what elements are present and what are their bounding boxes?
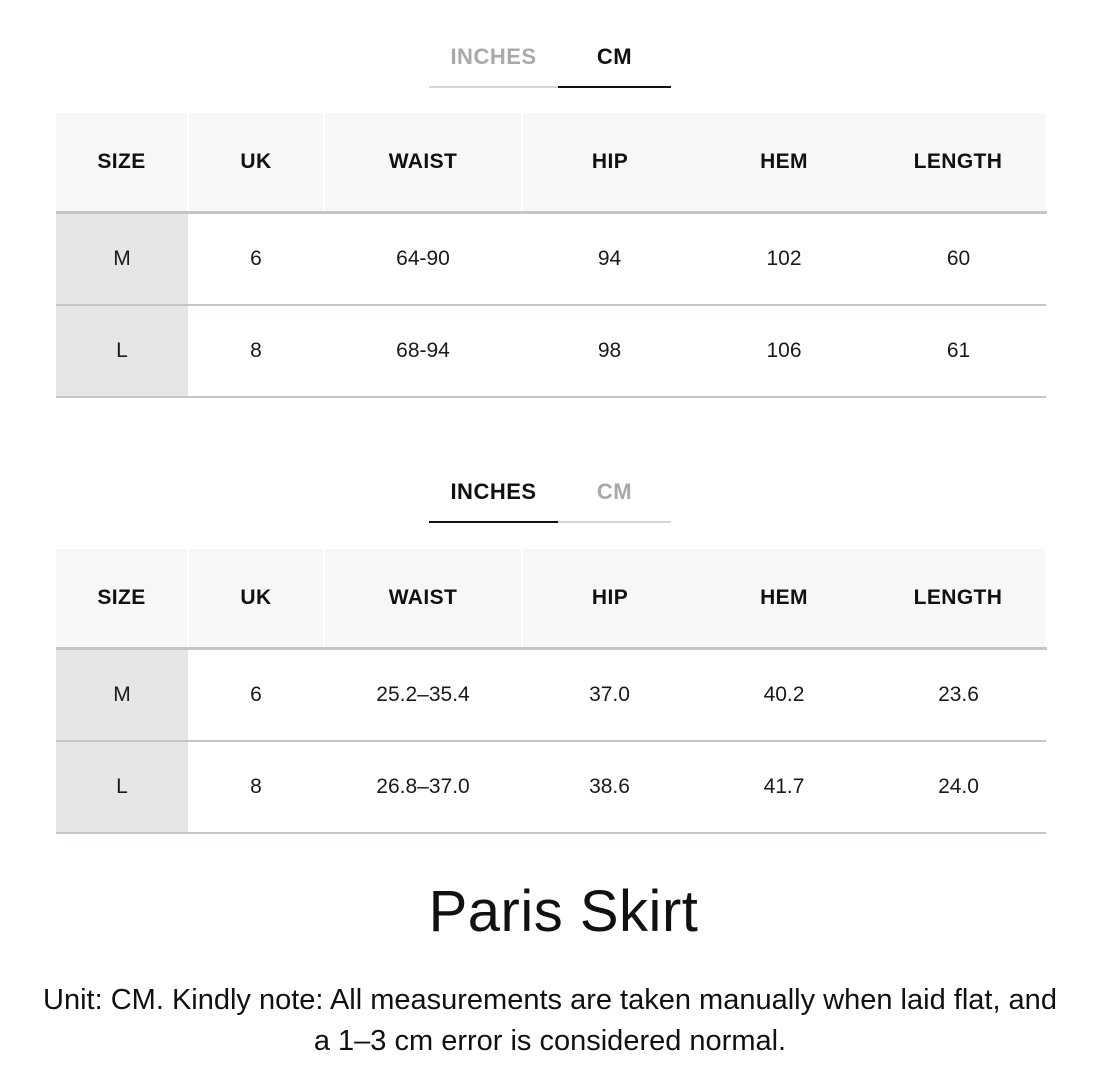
cell-waist: 26.8–37.0 xyxy=(324,741,522,833)
tab-cm[interactable]: CM xyxy=(558,28,671,86)
header-uk: UK xyxy=(188,113,324,213)
table-row xyxy=(56,741,1046,833)
header-length: LENGTH xyxy=(871,549,1046,649)
cell-hem: 106 xyxy=(697,305,871,397)
cell-uk: 6 xyxy=(188,213,324,306)
cell-size: L xyxy=(56,305,188,397)
tab-inches[interactable]: INCHES xyxy=(450,44,537,69)
cell-size: M xyxy=(56,213,188,306)
cell-size: M xyxy=(56,649,188,742)
cell-waist: 68-94 xyxy=(324,305,522,397)
cell-hip: 38.6 xyxy=(522,741,697,833)
header-hip: HIP xyxy=(522,113,697,213)
table-header-row xyxy=(56,549,1046,649)
header-size: SIZE xyxy=(56,113,188,213)
header-waist: WAIST xyxy=(324,549,522,649)
header-uk: UK xyxy=(188,549,324,649)
header-hip: HIP xyxy=(522,549,697,649)
cell-hip: 37.0 xyxy=(522,649,697,742)
cell-uk: 8 xyxy=(188,305,324,397)
measurement-note: Unit: CM. Kindly note: All measurements are taken manually when laid flat, and a 1–3 cm error is considered normal. xyxy=(43,984,1057,1057)
cell-waist: 25.2–35.4 xyxy=(324,649,522,742)
cell-hem: 41.7 xyxy=(697,741,871,833)
size-table-inches xyxy=(56,549,1047,834)
header-hem: HEM xyxy=(697,549,871,649)
header-size: SIZE xyxy=(56,549,188,649)
tab-cm[interactable]: CM xyxy=(596,479,633,504)
cell-hem: 102 xyxy=(697,213,871,306)
cell-length: 23.6 xyxy=(871,649,1046,742)
cell-length: 60 xyxy=(871,213,1046,306)
header-waist: WAIST xyxy=(324,113,522,213)
cell-length: 61 xyxy=(871,305,1046,397)
cell-hem: 40.2 xyxy=(697,649,871,742)
header-hem: HEM xyxy=(697,113,871,213)
table-row xyxy=(56,213,1046,306)
table-row xyxy=(56,305,1046,397)
cell-waist: 64-90 xyxy=(324,213,522,306)
table-header-row xyxy=(56,113,1046,213)
size-table-cm xyxy=(56,113,1047,398)
table-row xyxy=(56,649,1046,742)
cell-length: 24.0 xyxy=(871,741,1046,833)
unit-tabs-bottom xyxy=(429,463,671,523)
cell-uk: 8 xyxy=(188,741,324,833)
tab-inches[interactable]: INCHES xyxy=(429,463,558,521)
unit-tabs-top xyxy=(429,28,671,88)
product-title: Paris Skirt xyxy=(428,879,699,944)
cell-size: L xyxy=(56,741,188,833)
cell-hip: 98 xyxy=(522,305,697,397)
cell-hip: 94 xyxy=(522,213,697,306)
header-length: LENGTH xyxy=(871,113,1046,213)
cell-uk: 6 xyxy=(188,649,324,742)
